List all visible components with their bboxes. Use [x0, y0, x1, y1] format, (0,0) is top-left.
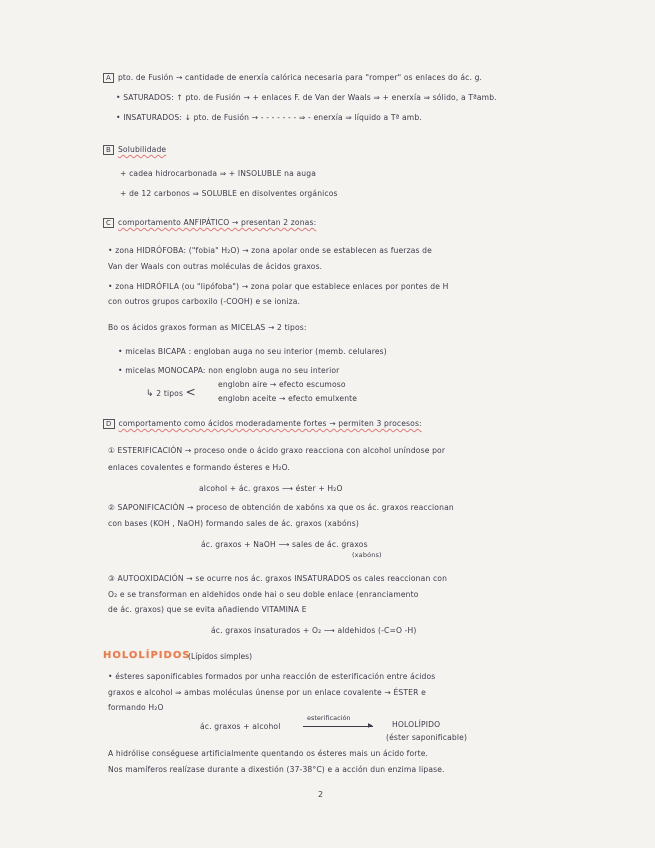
hololipidos-title: HOLOLÍPIDOS: [103, 650, 191, 661]
section-c-line-4: con outros grupos carboxilo (-COOH) e se ioniza.: [108, 297, 301, 306]
hololipido-arrow: [303, 726, 373, 727]
hololipido-arrowhead: ▶: [368, 722, 373, 729]
hololipidos-line-3: formando H₂O: [108, 703, 164, 712]
hololipido-reaction-left: ác. graxos + alcohol: [200, 722, 281, 731]
section-a-box: A: [103, 73, 114, 83]
esterificacion-line-2: enlaces covalentes e formando ésteres e H₂O.: [108, 463, 290, 472]
hololipidos-closing-1: A hidrólise conséguese artificialmente quentando os ésteres mais un ácido forte.: [108, 749, 429, 758]
autooxidacion-line-1: ③ AUTOOXIDACIÓN → se ocurre nos ác. graxos INSATURADOS os cales reaccionan con: [108, 574, 448, 583]
autooxidacion-line-3: de ác. graxos) que se evita añadiendo VITAMINA E: [108, 605, 307, 614]
saponificacion-reaction: ác. graxos + NaOH ⟶ sales de ác. graxos: [201, 540, 368, 549]
section-c-line-6: • micelas BICAPA : engloban auga no seu interior (memb. celulares): [118, 347, 387, 356]
section-c-line-1: • zona HIDRÓFOBA: ("fobia" H₂O) → zona apolar onde se establecen as fuerzas de: [108, 246, 432, 255]
hololipidos-line-2: graxos e alcohol ⇒ ambas moléculas únense por un enlace covalente → ÉSTER e: [108, 688, 426, 697]
section-c-line-7: • micelas MONOCAPA: non englobn auga no seu interior: [118, 366, 340, 375]
hololipido-reaction-right-sub: (éster saponificable): [386, 733, 468, 742]
saponificacion-line-1: ② SAPONIFICACIÓN → proceso de obtención de xabóns xa que os ác. graxos reaccionan: [108, 503, 454, 512]
section-c-line-2: Van der Waals con outras moléculas de ácidos graxos.: [108, 262, 323, 271]
section-c-box: C: [103, 218, 114, 228]
section-c-line-5: Bo os ácidos graxos forman as MICELAS → 2 tipos:: [108, 323, 307, 332]
saponificacion-line-2: con bases (KOH , NaOH) formando sales de ác. graxos (xabóns): [108, 519, 359, 528]
hololipido-reaction-right: HOLOLÍPIDO: [392, 720, 441, 729]
section-a-line-2: • SATURADOS: ↑ pto. de Fusión → + enlaces F. de Van der Waals ⇒ + enerxía ⇒ sólido, a Tªamb.: [116, 93, 497, 102]
section-d-heading: D comportamento como ácidos moderadamente fortes → permiten 3 procesos:: [103, 419, 422, 429]
esterificacion-line-1: ① ESTERIFICACIÓN → proceso onde o ácido graxo reacciona con alcohol uníndose por: [108, 446, 446, 455]
autooxidacion-reaction: ác. graxos insaturados + O₂ ⟶ aldehidos (-C=O -H): [211, 626, 417, 635]
section-a-line-1: A pto. de Fusión → cantidade de enerxía calórica necesaria para "romper" os enlaces do ác. g.: [103, 73, 482, 83]
section-a-line-3: • INSATURADOS: ↓ pto. de Fusión → - - - - - - - ⇒ - enerxía ⇒ líquido a Tª amb.: [116, 113, 422, 122]
section-c-line-9: englobn aire → efecto escumoso: [218, 380, 346, 389]
esterificacion-reaction: alcohol + ác. graxos ⟶ éster + H₂O: [199, 484, 343, 493]
section-c-line-3: • zona HIDRÓFILA (ou "lipófoba") → zona polar que establece enlaces por pontes de H: [108, 282, 449, 291]
section-b-box: B: [103, 145, 114, 155]
section-d-box: D: [103, 419, 115, 429]
hololipido-arrow-label: esterificación: [307, 714, 351, 722]
autooxidacion-line-2: O₂ e se transforman en aldehidos onde hai o seu doble enlace (enranciamento: [108, 590, 419, 599]
page-number: 2: [318, 790, 324, 799]
section-b-heading: B Solubilidade: [103, 145, 166, 155]
section-c-heading: C comportamento ANFIPÁTICO → presentan 2 zonas:: [103, 218, 316, 228]
section-b-line-1: + cadea hidrocarbonada ⇒ + INSOLUBLE na auga: [120, 169, 317, 178]
section-c-line-10: englobn aceite → efecto emulxente: [218, 394, 358, 403]
saponificacion-xabons: (xabóns): [352, 551, 382, 559]
section-c-two-types: ↳ 2 tipos <: [146, 385, 196, 399]
hololipidos-line-1: • ésteres saponificables formados por unha reacción de esterificación entre ácidos: [108, 672, 436, 681]
section-b-line-2: + de 12 carbonos ⇒ SOLUBLE en disolventes orgánicos: [120, 189, 338, 198]
hololipidos-closing-2: Nos mamíferos realízase durante a dixestión (37-38°C) e a acción dun enzima lipase.: [108, 765, 445, 774]
hololipidos-subtitle: (Lípidos simples): [188, 652, 253, 661]
